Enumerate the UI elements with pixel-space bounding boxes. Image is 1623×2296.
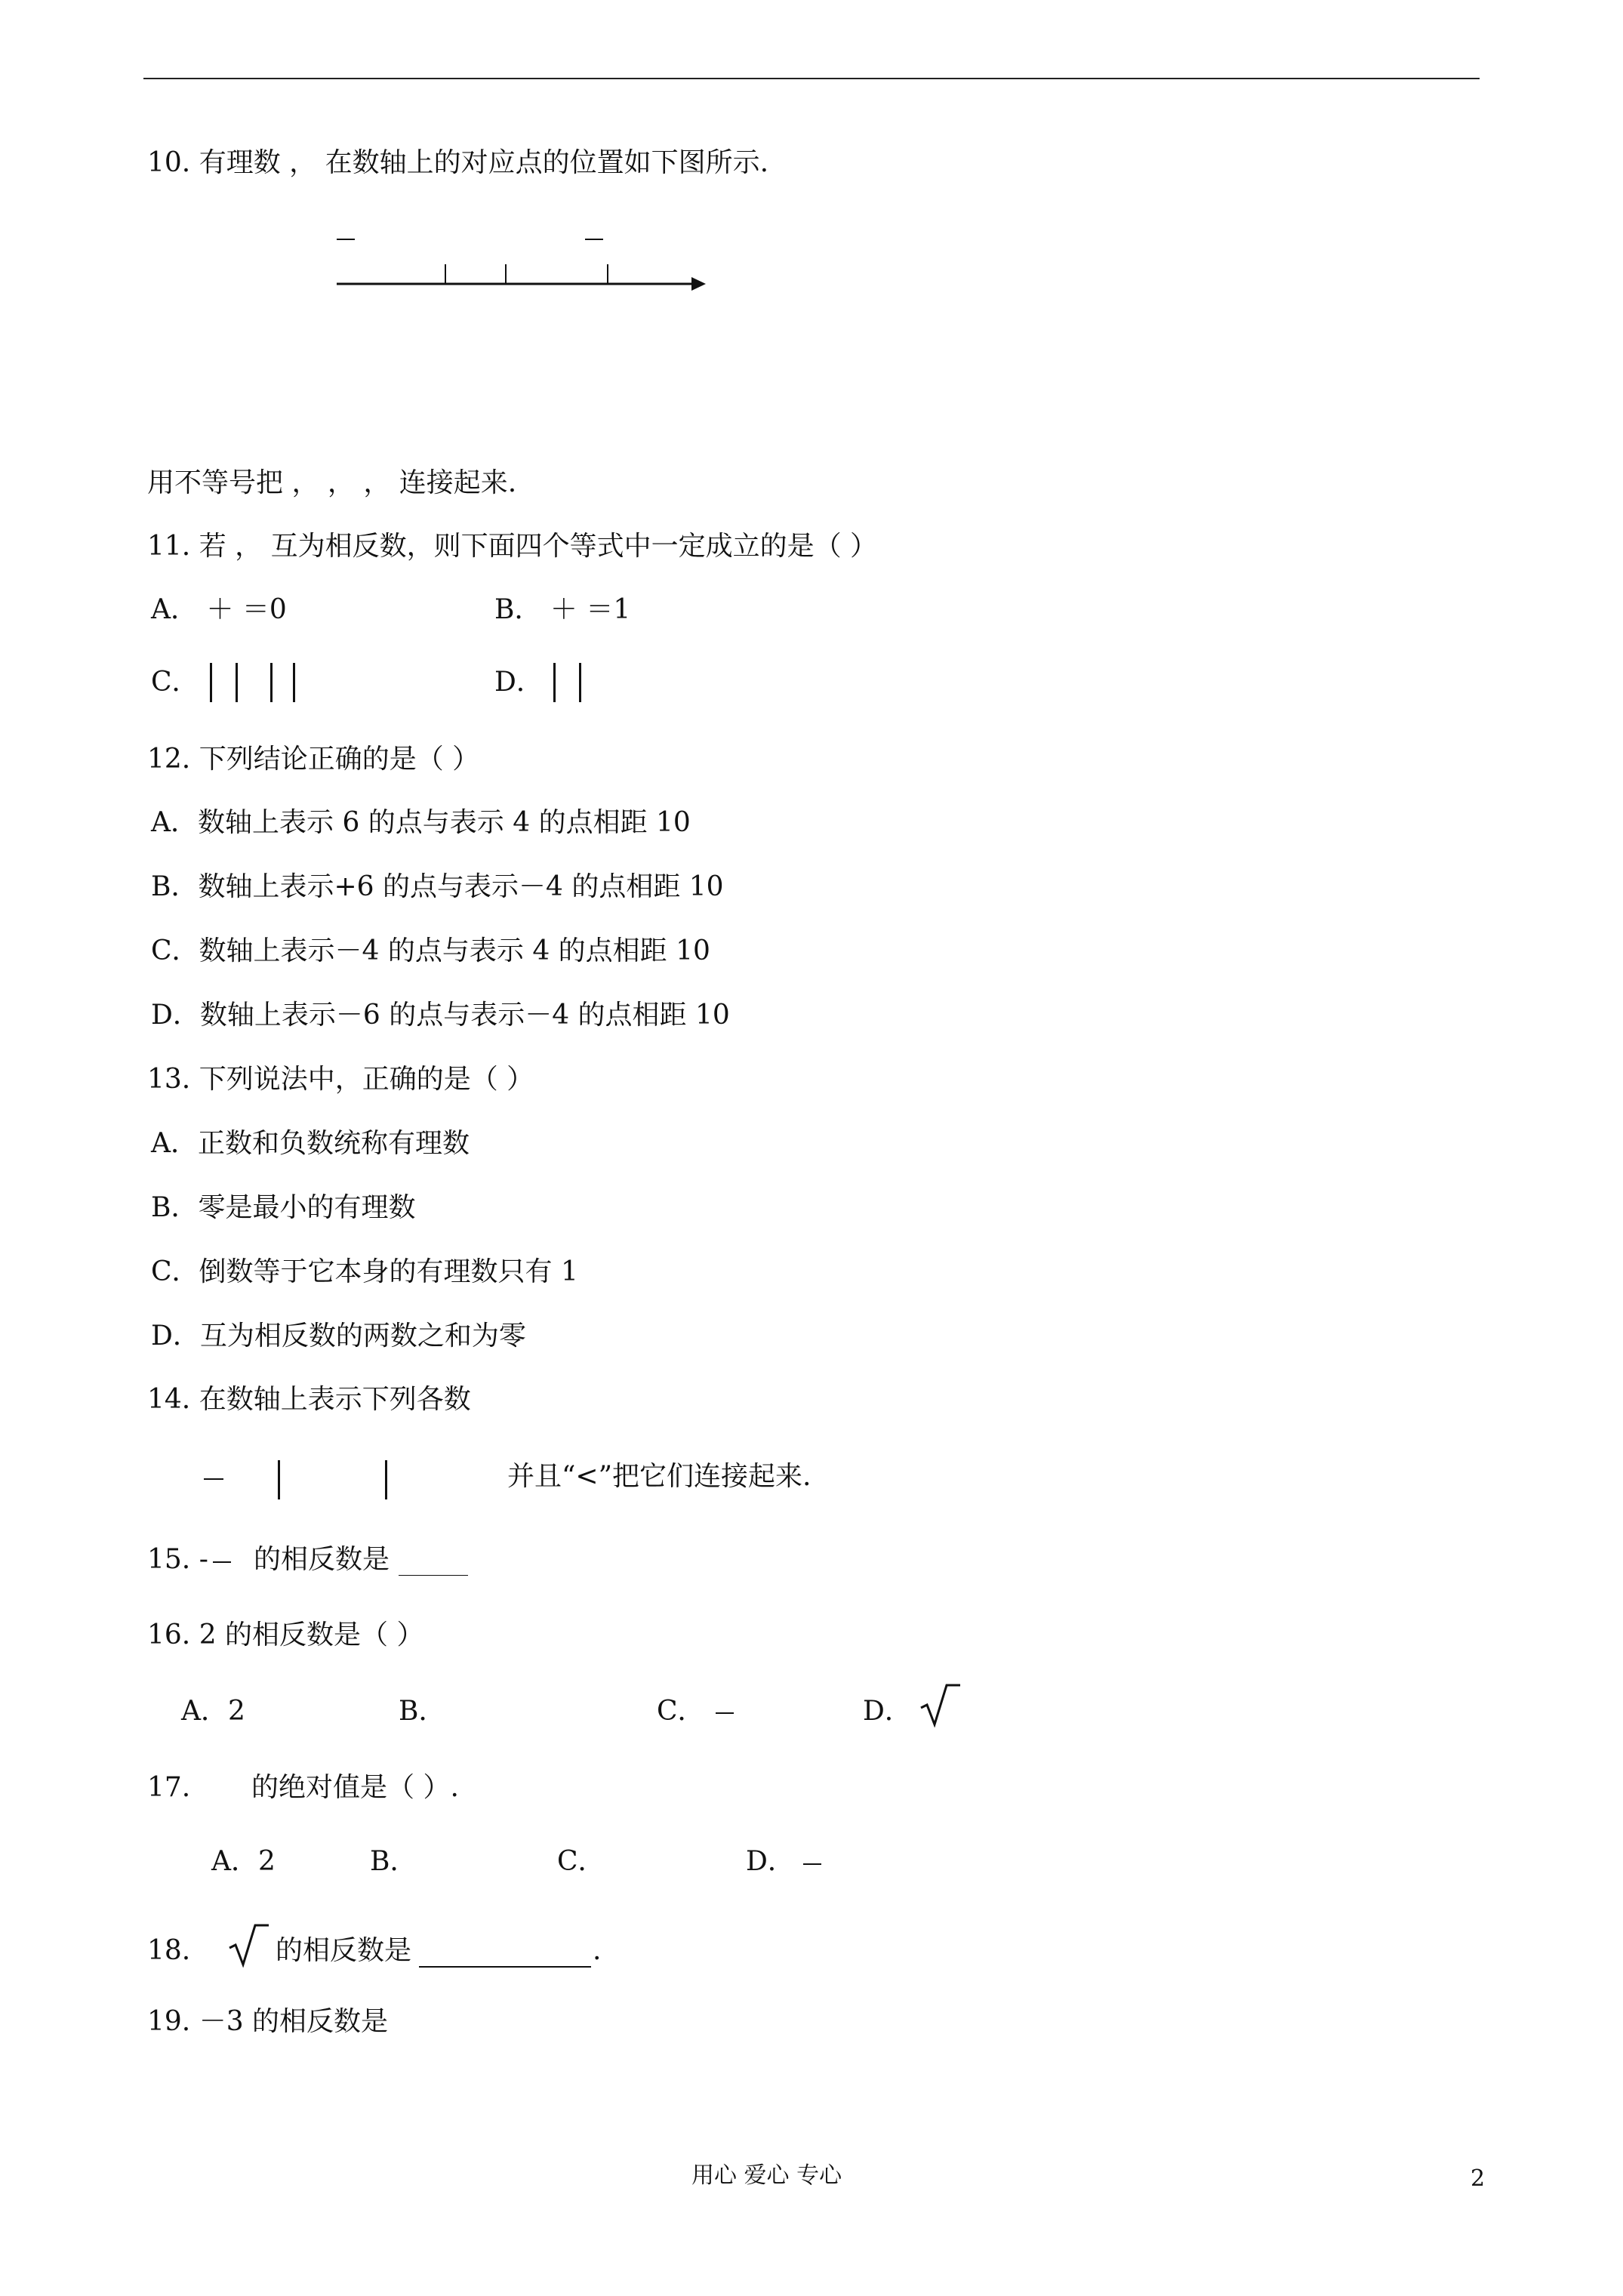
q17-option-c: C． <box>557 1846 605 1877</box>
q16-d-sqrt-icon <box>919 1682 962 1727</box>
q17-number: 17. <box>147 1772 191 1803</box>
q11-c-abs-bar-4 <box>293 663 295 702</box>
q18-end: . <box>593 1935 602 1966</box>
q12-option-c: C．数轴上表示－4 的点与表示 4 的点相距 10 <box>151 935 710 966</box>
q16-option-d: D． <box>863 1696 912 1727</box>
q14-tail: 并且“<”把它们连接起来. <box>507 1461 812 1492</box>
q16-option-c: C． <box>657 1696 705 1727</box>
q13-stem: 13. 下列说法中，正确的是（ ） <box>147 1064 534 1095</box>
header-rule <box>143 78 1480 79</box>
q17-stem: 的绝对值是（ ）. <box>251 1772 459 1803</box>
q14-stem: 14. 在数轴上表示下列各数 <box>147 1384 471 1415</box>
q12-stem: 12. 下列结论正确的是（ ） <box>147 744 480 775</box>
q16-stem: 16. 2 的相反数是（ ） <box>147 1620 424 1650</box>
q10-follow: 用不等号把 ， ， ， 连接起来. <box>147 467 517 498</box>
q12-option-b: B．数轴上表示+6 的点与表示－4 的点相距 10 <box>151 871 724 902</box>
q11-c-abs-bar-2 <box>236 663 238 702</box>
q11-option-c: C． <box>151 667 199 698</box>
q11-c-abs-bar-1 <box>210 663 212 702</box>
q13-option-d: D．互为相反数的两数之和为零 <box>151 1321 526 1351</box>
footer-motto: 用心 爱心 专心 <box>691 2162 842 2189</box>
q16-option-a: A．2 <box>181 1696 245 1727</box>
q11-d-abs-bar-2 <box>579 663 581 702</box>
q12-option-d: D．数轴上表示－6 的点与表示－4 的点相距 10 <box>151 1000 730 1031</box>
q13-option-a: A．正数和负数统称有理数 <box>151 1128 470 1159</box>
q17-option-a: A．2 <box>211 1846 276 1877</box>
q10-stem: 10. 有理数 ， 在数轴上的对应点的位置如下图所示. <box>147 147 769 178</box>
q14-abs-bar-2 <box>385 1460 387 1499</box>
q13-option-b: B．零是最小的有理数 <box>151 1192 416 1223</box>
q16-c-frac-mark <box>716 1712 734 1714</box>
q15-stem: 15. - <box>147 1544 208 1575</box>
number-line-arrow <box>691 277 706 291</box>
q19-stem: 19. －3 的相反数是 <box>147 2006 389 2037</box>
q14-frac-mark <box>204 1478 223 1480</box>
q11-d-abs-bar-1 <box>553 663 556 702</box>
q18-answer-blank[interactable] <box>419 1966 591 1968</box>
q18-sqrt-icon <box>228 1922 270 1968</box>
q15-frac-mark <box>213 1561 231 1563</box>
q16-option-b: B． <box>399 1696 446 1727</box>
q15-tail: 的相反数是 <box>254 1544 390 1575</box>
q11-stem: 11. 若 ， 互为相反数，则下面四个等式中一定成立的是（ ） <box>147 531 878 562</box>
q18-tail: 的相反数是 <box>276 1935 412 1966</box>
q11-c-abs-bar-3 <box>270 663 273 702</box>
q11-option-d: D． <box>494 667 544 698</box>
number-line-figure <box>325 227 717 294</box>
q13-option-c: C．倒数等于它本身的有理数只有 1 <box>151 1256 578 1287</box>
q17-d-frac-mark <box>803 1863 821 1865</box>
q12-option-a: A．数轴上表示 6 的点与表示 4 的点相距 10 <box>151 807 691 838</box>
page-number: 2 <box>1471 2165 1486 2192</box>
q14-abs-bar-1 <box>278 1460 280 1499</box>
q18-number: 18. <box>147 1935 191 1966</box>
q11-option-a: A． ＋ ＝0 <box>151 594 287 625</box>
q11-option-b: B． ＋ ＝1 <box>494 594 631 625</box>
q17-option-d: D． <box>746 1846 795 1877</box>
q15-answer-blank[interactable] <box>399 1575 468 1576</box>
q17-option-b: B． <box>370 1846 417 1877</box>
